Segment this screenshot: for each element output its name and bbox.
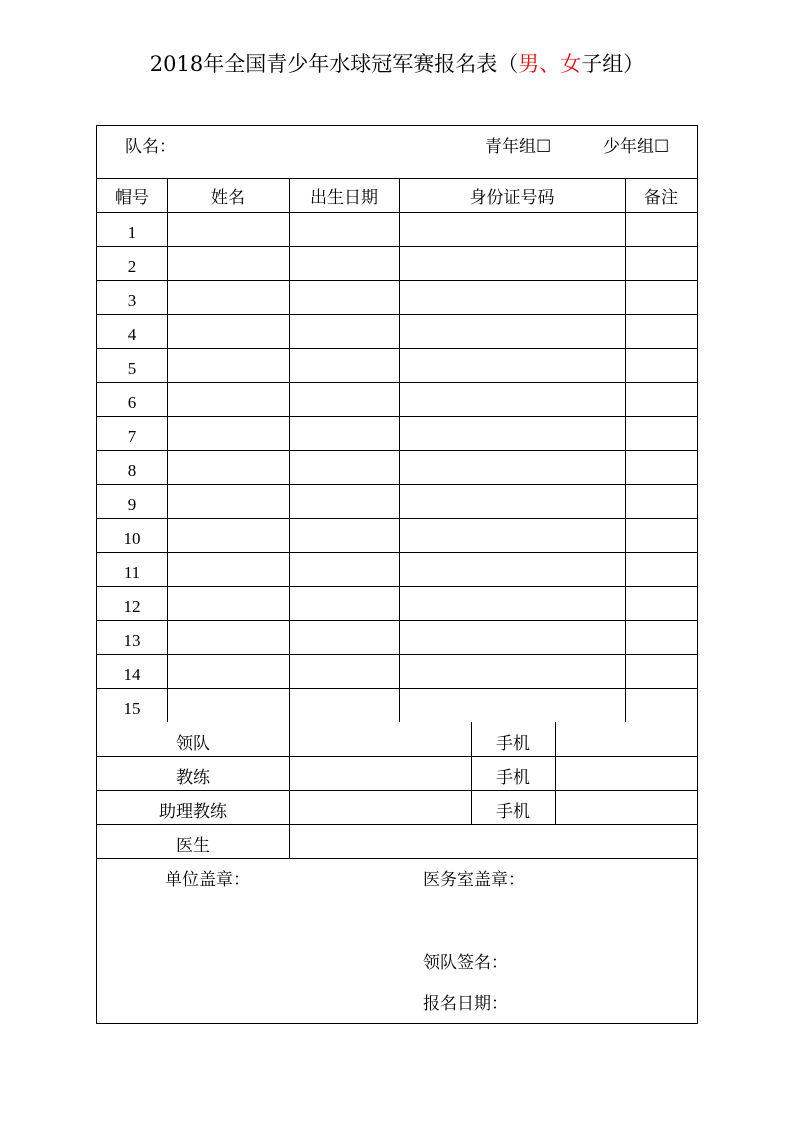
coach-label: 教练 bbox=[176, 768, 210, 788]
divider bbox=[97, 858, 697, 859]
header-remarks: 备注 bbox=[644, 188, 678, 208]
registration-form bbox=[96, 125, 698, 1024]
row-number: 6 bbox=[127, 393, 137, 412]
column-line bbox=[289, 178, 290, 858]
title-prefix: 2018年全国青少年水球冠军赛报名表（ bbox=[149, 52, 519, 76]
header-cap-number: 帽号 bbox=[115, 188, 149, 208]
row-number: 12 bbox=[123, 597, 141, 616]
assistant-coach-label: 助理教练 bbox=[159, 802, 227, 822]
junior-group-checkbox[interactable]: 少年组☐ bbox=[603, 137, 670, 157]
row-number: 10 bbox=[123, 529, 141, 548]
header-name: 姓名 bbox=[211, 188, 245, 208]
divider bbox=[97, 178, 697, 179]
row-number: 7 bbox=[127, 427, 137, 446]
divider bbox=[97, 756, 697, 757]
row-line bbox=[97, 246, 697, 247]
row-number: 2 bbox=[127, 257, 137, 276]
column-line bbox=[167, 178, 168, 722]
assistant-coach-phone-label: 手机 bbox=[496, 802, 530, 822]
leader-label: 领队 bbox=[176, 734, 210, 754]
column-line bbox=[555, 722, 556, 824]
youth-group-checkbox[interactable]: 青年组☐ bbox=[485, 137, 552, 157]
divider bbox=[97, 824, 697, 825]
title-male: 男、 bbox=[518, 52, 561, 76]
row-line bbox=[97, 654, 697, 655]
row-number: 8 bbox=[127, 461, 137, 480]
column-line bbox=[399, 178, 400, 722]
row-line bbox=[97, 484, 697, 485]
row-line bbox=[97, 518, 697, 519]
divider bbox=[97, 212, 697, 213]
medical-seal-label: 医务室盖章： bbox=[423, 870, 525, 890]
header-birth-date: 出生日期 bbox=[310, 188, 378, 208]
row-line bbox=[97, 620, 697, 621]
row-number: 9 bbox=[127, 495, 137, 514]
row-line bbox=[97, 586, 697, 587]
row-number: 13 bbox=[123, 631, 141, 650]
row-line bbox=[97, 348, 697, 349]
row-number: 11 bbox=[123, 563, 141, 582]
leader-signature-label: 领队签名： bbox=[423, 953, 508, 973]
unit-seal-label: 单位盖章： bbox=[165, 870, 250, 890]
title-female: 女 bbox=[560, 52, 582, 76]
header-id-number: 身份证号码 bbox=[469, 188, 555, 208]
column-line bbox=[625, 178, 626, 722]
row-line bbox=[97, 552, 697, 553]
row-number: 14 bbox=[123, 665, 141, 684]
leader-phone-label: 手机 bbox=[496, 734, 530, 754]
row-line bbox=[97, 416, 697, 417]
row-number: 15 bbox=[123, 699, 141, 718]
title-suffix: 子组） bbox=[581, 52, 645, 76]
doctor-label: 医生 bbox=[176, 836, 210, 856]
row-number: 4 bbox=[127, 325, 137, 344]
coach-phone-label: 手机 bbox=[496, 768, 530, 788]
row-number: 1 bbox=[127, 223, 137, 242]
row-line bbox=[97, 314, 697, 315]
row-line bbox=[97, 450, 697, 451]
divider bbox=[97, 790, 697, 791]
registration-date-label: 报名日期： bbox=[423, 994, 508, 1014]
row-line bbox=[97, 382, 697, 383]
team-name-label: 队名： bbox=[125, 137, 176, 157]
row-line bbox=[97, 688, 697, 689]
row-line bbox=[97, 280, 697, 281]
row-number: 3 bbox=[127, 291, 137, 310]
row-number: 5 bbox=[127, 359, 137, 378]
page-title bbox=[0, 50, 794, 78]
